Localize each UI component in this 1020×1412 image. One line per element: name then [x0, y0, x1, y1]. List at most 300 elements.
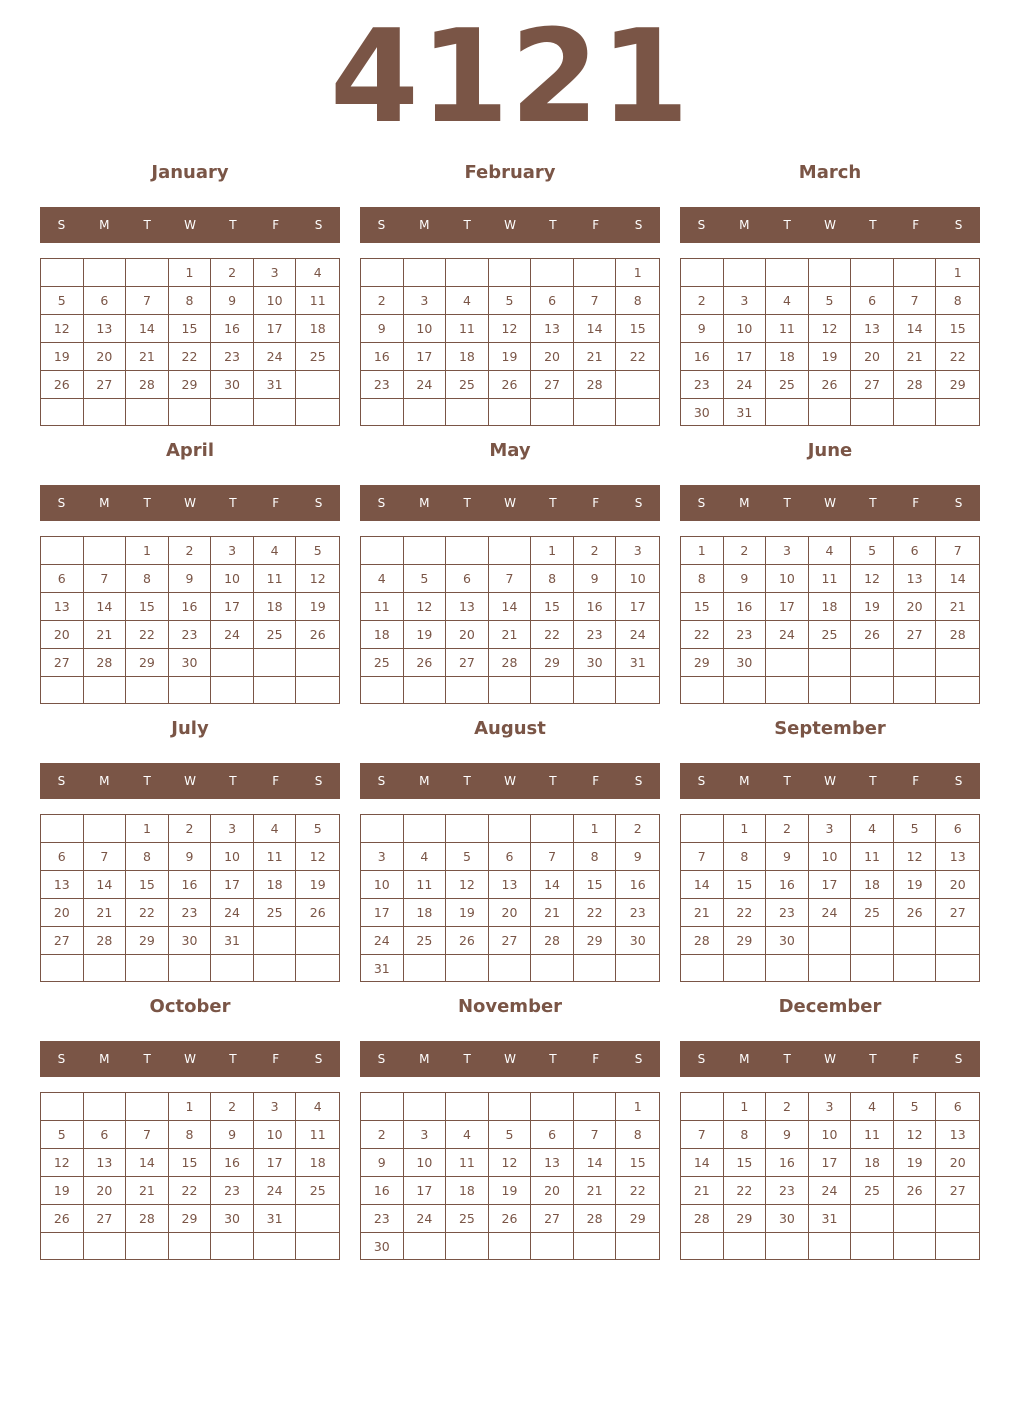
day-cell: 26 — [489, 371, 532, 399]
empty-day-cell — [531, 399, 574, 425]
empty-day-cell — [681, 677, 724, 703]
day-cell: 1 — [574, 815, 617, 843]
day-cell: 20 — [851, 343, 894, 371]
day-cell: 25 — [361, 649, 404, 677]
weekday-header — [680, 207, 980, 243]
empty-day-cell — [936, 677, 979, 703]
empty-day-cell — [851, 399, 894, 426]
day-cell: 11 — [851, 843, 894, 871]
day-cell: 7 — [84, 843, 127, 871]
day-cell: 14 — [894, 315, 937, 343]
day-cell: 7 — [574, 287, 617, 315]
days-table — [40, 536, 340, 704]
day-cell: 24 — [404, 371, 447, 399]
empty-day-cell — [851, 259, 894, 287]
day-cell: 3 — [809, 815, 852, 843]
empty-day-cell — [489, 537, 532, 565]
day-cell: 18 — [851, 1149, 894, 1177]
day-cell: 14 — [84, 871, 127, 899]
empty-day-cell — [446, 1093, 489, 1121]
day-cell: 17 — [254, 315, 297, 343]
empty-day-cell — [404, 259, 447, 287]
empty-day-cell — [894, 399, 937, 426]
empty-day-cell — [169, 1233, 212, 1259]
day-cell: 21 — [574, 343, 617, 371]
weekday-label: F — [272, 1052, 280, 1066]
day-cell: 28 — [531, 927, 574, 955]
weekday-label: S — [954, 774, 963, 788]
empty-day-cell — [84, 677, 127, 703]
day-cell: 2 — [724, 537, 767, 565]
weekday-header — [680, 763, 980, 799]
day-cell: 7 — [489, 565, 532, 593]
day-cell: 14 — [681, 1149, 724, 1177]
day-cell: 20 — [41, 621, 84, 649]
day-cell: 9 — [616, 843, 659, 871]
day-cell: 20 — [84, 1177, 127, 1205]
day-cell: 12 — [446, 871, 489, 899]
day-cell: 17 — [724, 343, 767, 371]
days-table — [680, 258, 980, 426]
day-cell: 28 — [681, 1205, 724, 1233]
day-cell: 9 — [361, 1149, 404, 1177]
empty-day-cell — [361, 399, 404, 425]
month-december — [680, 994, 980, 1262]
day-cell: 13 — [936, 1121, 979, 1149]
empty-day-cell — [41, 955, 84, 981]
day-cell: 27 — [531, 1205, 574, 1233]
day-cell: 17 — [809, 1149, 852, 1177]
day-cell: 29 — [724, 927, 767, 955]
day-cell: 17 — [404, 1177, 447, 1205]
day-cell: 12 — [296, 565, 339, 593]
weekday-label: T — [783, 496, 791, 510]
weekday-label: S — [697, 1052, 706, 1066]
month-november — [360, 994, 660, 1262]
day-cell: 23 — [361, 1205, 404, 1233]
day-cell: 18 — [254, 871, 297, 899]
day-cell: 18 — [404, 899, 447, 927]
weekday-label: F — [272, 496, 280, 510]
empty-day-cell — [809, 649, 852, 677]
day-cell: 13 — [936, 843, 979, 871]
day-cell: 18 — [296, 1149, 339, 1177]
empty-day-cell — [894, 955, 937, 981]
weekday-label: F — [912, 774, 920, 788]
weekday-header — [40, 1041, 340, 1077]
weekday-label: W — [504, 218, 516, 232]
day-cell: 24 — [404, 1205, 447, 1233]
day-cell: 8 — [616, 1121, 659, 1149]
day-cell: 21 — [936, 593, 979, 621]
day-cell: 19 — [894, 1149, 937, 1177]
day-cell: 16 — [574, 593, 617, 621]
day-cell: 19 — [296, 871, 339, 899]
empty-day-cell — [894, 259, 937, 287]
empty-day-cell — [84, 815, 127, 843]
day-cell: 20 — [531, 343, 574, 371]
day-cell: 17 — [809, 871, 852, 899]
day-cell: 10 — [616, 565, 659, 593]
day-cell: 22 — [724, 899, 767, 927]
weekday-label: S — [314, 496, 323, 510]
day-cell: 8 — [616, 287, 659, 315]
day-cell: 15 — [574, 871, 617, 899]
empty-day-cell — [361, 677, 404, 703]
empty-day-cell — [404, 537, 447, 565]
day-cell: 28 — [126, 1205, 169, 1233]
day-cell: 11 — [446, 1149, 489, 1177]
day-cell: 6 — [489, 843, 532, 871]
day-cell: 18 — [766, 343, 809, 371]
day-cell: 26 — [894, 1177, 937, 1205]
weekday-label: M — [99, 774, 110, 788]
days-table — [360, 536, 660, 704]
day-cell: 1 — [616, 259, 659, 287]
month-july — [40, 716, 340, 984]
day-cell: 1 — [616, 1093, 659, 1121]
day-cell: 1 — [531, 537, 574, 565]
empty-day-cell — [894, 1205, 937, 1233]
day-cell: 4 — [446, 1121, 489, 1149]
day-cell: 17 — [211, 593, 254, 621]
day-cell: 4 — [361, 565, 404, 593]
day-cell: 14 — [84, 593, 127, 621]
weekday-header — [40, 207, 340, 243]
day-cell: 28 — [894, 371, 937, 399]
day-cell: 9 — [766, 843, 809, 871]
day-cell: 22 — [936, 343, 979, 371]
day-cell: 23 — [169, 621, 212, 649]
day-cell: 5 — [489, 1121, 532, 1149]
weekday-label: S — [314, 774, 323, 788]
day-cell: 6 — [936, 815, 979, 843]
day-cell: 6 — [41, 843, 84, 871]
empty-day-cell — [296, 927, 339, 955]
day-cell: 1 — [169, 259, 212, 287]
day-cell: 14 — [126, 1149, 169, 1177]
day-cell: 4 — [254, 537, 297, 565]
day-cell: 17 — [254, 1149, 297, 1177]
day-cell: 3 — [211, 537, 254, 565]
day-cell: 8 — [169, 1121, 212, 1149]
empty-day-cell — [681, 259, 724, 287]
empty-day-cell — [766, 259, 809, 287]
day-cell: 26 — [296, 899, 339, 927]
day-cell: 6 — [531, 287, 574, 315]
days-table — [40, 258, 340, 426]
day-cell: 19 — [894, 871, 937, 899]
weekday-label: F — [592, 496, 600, 510]
day-cell: 14 — [489, 593, 532, 621]
day-cell: 7 — [84, 565, 127, 593]
day-cell: 12 — [296, 843, 339, 871]
day-cell: 5 — [851, 537, 894, 565]
weekday-label: T — [143, 218, 151, 232]
weekday-label: S — [697, 496, 706, 510]
day-cell: 9 — [574, 565, 617, 593]
day-cell: 19 — [404, 621, 447, 649]
weekday-label: T — [869, 218, 877, 232]
empty-day-cell — [489, 1093, 532, 1121]
empty-day-cell — [724, 955, 767, 981]
day-cell: 11 — [254, 565, 297, 593]
day-cell: 3 — [616, 537, 659, 565]
day-cell: 10 — [404, 315, 447, 343]
day-cell: 5 — [809, 287, 852, 315]
day-cell: 15 — [126, 871, 169, 899]
day-cell: 11 — [851, 1121, 894, 1149]
day-cell: 19 — [489, 343, 532, 371]
empty-day-cell — [616, 371, 659, 399]
day-cell: 3 — [211, 815, 254, 843]
month-april — [40, 438, 340, 706]
days-table — [680, 814, 980, 982]
empty-day-cell — [851, 1233, 894, 1259]
month-name: September — [774, 718, 886, 739]
empty-day-cell — [296, 371, 339, 399]
day-cell: 25 — [809, 621, 852, 649]
empty-day-cell — [41, 677, 84, 703]
day-cell: 12 — [489, 1149, 532, 1177]
day-cell: 16 — [361, 1177, 404, 1205]
weekday-label: S — [954, 496, 963, 510]
day-cell: 5 — [296, 815, 339, 843]
day-cell: 8 — [169, 287, 212, 315]
weekday-label: S — [634, 774, 643, 788]
day-cell: 23 — [211, 343, 254, 371]
day-cell: 7 — [531, 843, 574, 871]
day-cell: 23 — [574, 621, 617, 649]
empty-day-cell — [894, 1233, 937, 1259]
day-cell: 30 — [574, 649, 617, 677]
day-cell: 9 — [766, 1121, 809, 1149]
day-cell: 2 — [681, 287, 724, 315]
weekday-label: S — [954, 1052, 963, 1066]
weekday-label: T — [783, 1052, 791, 1066]
empty-day-cell — [809, 927, 852, 955]
day-cell: 25 — [296, 1177, 339, 1205]
empty-day-cell — [254, 677, 297, 703]
day-cell: 27 — [489, 927, 532, 955]
day-cell: 6 — [894, 537, 937, 565]
weekday-label: S — [697, 218, 706, 232]
day-cell: 22 — [531, 621, 574, 649]
days-table — [360, 1092, 660, 1260]
empty-day-cell — [489, 399, 532, 425]
weekday-label: M — [99, 1052, 110, 1066]
day-cell: 15 — [531, 593, 574, 621]
day-cell: 7 — [681, 1121, 724, 1149]
day-cell: 21 — [126, 1177, 169, 1205]
weekday-label: T — [549, 1052, 557, 1066]
empty-day-cell — [574, 399, 617, 425]
day-cell: 16 — [724, 593, 767, 621]
month-name: May — [489, 440, 531, 461]
empty-day-cell — [894, 927, 937, 955]
day-cell: 31 — [809, 1205, 852, 1233]
weekday-label: T — [783, 218, 791, 232]
day-cell: 25 — [446, 1205, 489, 1233]
day-cell: 4 — [809, 537, 852, 565]
days-table — [40, 814, 340, 982]
day-cell: 6 — [446, 565, 489, 593]
day-cell: 17 — [211, 871, 254, 899]
day-cell: 3 — [254, 1093, 297, 1121]
day-cell: 20 — [936, 871, 979, 899]
weekday-label: F — [592, 1052, 600, 1066]
day-cell: 25 — [404, 927, 447, 955]
empty-day-cell — [936, 1233, 979, 1259]
day-cell: 18 — [296, 315, 339, 343]
day-cell: 26 — [296, 621, 339, 649]
day-cell: 21 — [681, 899, 724, 927]
weekday-label: T — [783, 774, 791, 788]
day-cell: 30 — [681, 399, 724, 426]
weekday-label: W — [824, 218, 836, 232]
day-cell: 20 — [41, 899, 84, 927]
day-cell: 1 — [724, 1093, 767, 1121]
empty-day-cell — [489, 677, 532, 703]
day-cell: 29 — [936, 371, 979, 399]
day-cell: 19 — [41, 343, 84, 371]
day-cell: 24 — [766, 621, 809, 649]
day-cell: 16 — [616, 871, 659, 899]
day-cell: 22 — [681, 621, 724, 649]
empty-day-cell — [489, 955, 532, 982]
weekday-label: M — [99, 496, 110, 510]
day-cell: 20 — [84, 343, 127, 371]
weekday-label: F — [912, 496, 920, 510]
day-cell: 6 — [84, 1121, 127, 1149]
day-cell: 24 — [211, 899, 254, 927]
days-table — [360, 814, 660, 982]
empty-day-cell — [126, 259, 169, 287]
weekday-label: W — [824, 1052, 836, 1066]
weekday-label: T — [549, 218, 557, 232]
empty-day-cell — [936, 927, 979, 955]
day-cell: 28 — [84, 927, 127, 955]
day-cell: 9 — [724, 565, 767, 593]
weekday-label: S — [57, 1052, 66, 1066]
day-cell: 4 — [254, 815, 297, 843]
day-cell: 28 — [489, 649, 532, 677]
empty-day-cell — [724, 1233, 767, 1259]
empty-day-cell — [531, 259, 574, 287]
day-cell: 7 — [936, 537, 979, 565]
empty-day-cell — [296, 677, 339, 703]
empty-day-cell — [936, 1205, 979, 1233]
weekday-label: F — [592, 218, 600, 232]
empty-day-cell — [404, 955, 447, 982]
weekday-label: S — [314, 1052, 323, 1066]
day-cell: 26 — [894, 899, 937, 927]
day-cell: 21 — [84, 899, 127, 927]
weekday-label: S — [57, 496, 66, 510]
day-cell: 19 — [809, 343, 852, 371]
day-cell: 13 — [851, 315, 894, 343]
empty-day-cell — [809, 1233, 852, 1259]
day-cell: 24 — [616, 621, 659, 649]
month-june — [680, 438, 980, 706]
day-cell: 5 — [894, 815, 937, 843]
weekday-label: W — [824, 496, 836, 510]
day-cell: 25 — [446, 371, 489, 399]
empty-day-cell — [681, 955, 724, 981]
day-cell: 23 — [211, 1177, 254, 1205]
day-cell: 1 — [126, 537, 169, 565]
weekday-label: M — [419, 1052, 430, 1066]
day-cell: 13 — [41, 593, 84, 621]
weekday-header — [680, 485, 980, 521]
day-cell: 7 — [574, 1121, 617, 1149]
day-cell: 3 — [254, 259, 297, 287]
day-cell: 25 — [851, 1177, 894, 1205]
weekday-label: T — [869, 774, 877, 788]
empty-day-cell — [851, 649, 894, 677]
empty-day-cell — [296, 1205, 339, 1233]
day-cell: 5 — [41, 1121, 84, 1149]
weekday-label: F — [592, 774, 600, 788]
day-cell: 10 — [254, 287, 297, 315]
days-table — [680, 1092, 980, 1260]
day-cell: 1 — [724, 815, 767, 843]
empty-day-cell — [404, 815, 447, 843]
empty-day-cell — [446, 677, 489, 703]
day-cell: 3 — [404, 287, 447, 315]
empty-day-cell — [254, 927, 297, 955]
day-cell: 19 — [851, 593, 894, 621]
weekday-label: F — [272, 774, 280, 788]
day-cell: 25 — [766, 371, 809, 399]
day-cell: 15 — [616, 1149, 659, 1177]
weekday-label: S — [697, 774, 706, 788]
day-cell: 5 — [404, 565, 447, 593]
day-cell: 28 — [126, 371, 169, 399]
weekday-label: T — [143, 774, 151, 788]
weekday-label: M — [419, 218, 430, 232]
empty-day-cell — [766, 955, 809, 981]
weekday-label: F — [912, 218, 920, 232]
day-cell: 16 — [169, 593, 212, 621]
day-cell: 29 — [616, 1205, 659, 1233]
day-cell: 18 — [851, 871, 894, 899]
day-cell: 22 — [126, 899, 169, 927]
empty-day-cell — [574, 955, 617, 982]
weekday-label: S — [634, 218, 643, 232]
weekday-label: M — [739, 218, 750, 232]
day-cell: 21 — [574, 1177, 617, 1205]
day-cell: 24 — [361, 927, 404, 955]
empty-day-cell — [616, 955, 659, 982]
day-cell: 22 — [574, 899, 617, 927]
weekday-label: S — [377, 1052, 386, 1066]
empty-day-cell — [809, 399, 852, 426]
day-cell: 6 — [851, 287, 894, 315]
day-cell: 11 — [296, 1121, 339, 1149]
day-cell: 15 — [169, 315, 212, 343]
day-cell: 29 — [126, 927, 169, 955]
empty-day-cell — [169, 399, 212, 425]
day-cell: 3 — [766, 537, 809, 565]
day-cell: 27 — [936, 899, 979, 927]
empty-day-cell — [404, 677, 447, 703]
empty-day-cell — [531, 955, 574, 982]
weekday-label: T — [463, 218, 471, 232]
empty-day-cell — [446, 259, 489, 287]
day-cell: 27 — [84, 1205, 127, 1233]
empty-day-cell — [766, 1233, 809, 1259]
